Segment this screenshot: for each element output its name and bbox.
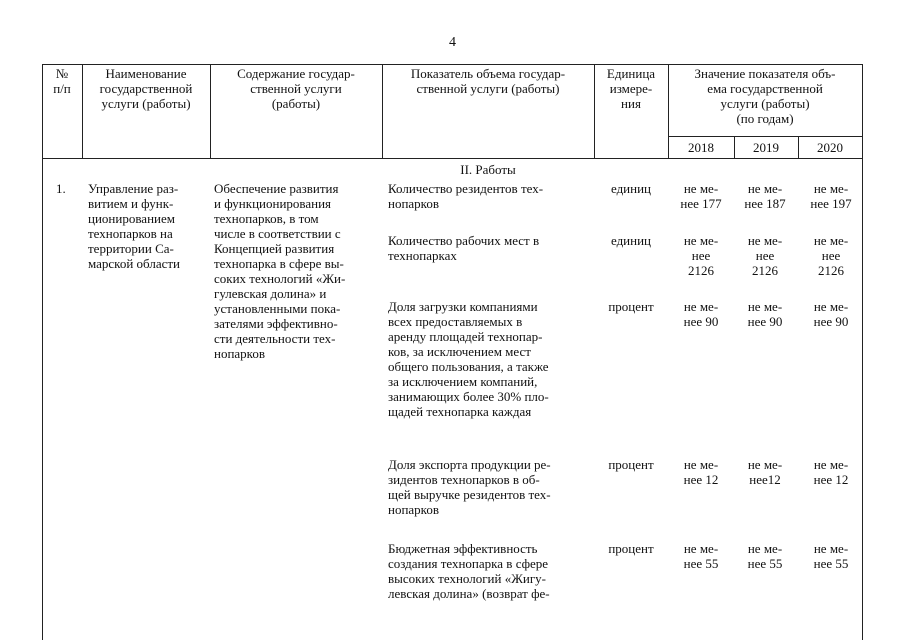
- indicator-unit: единиц: [610, 233, 652, 248]
- rule-col-3: [382, 64, 383, 159]
- header-col-unit: Единица измере- ния: [606, 66, 656, 111]
- indicator-unit: процент: [608, 541, 654, 556]
- header-col-content: Содержание государ- ственной услуги (работы): [237, 66, 355, 111]
- indicator-unit: единиц: [610, 181, 652, 196]
- rule-col-4: [594, 64, 595, 159]
- value-2020: не ме- нее 12: [813, 457, 849, 487]
- value-2019: не ме- нее 187: [744, 181, 786, 211]
- header-col-values: Значение показателя объ- ема государственной услуги (работы) (по годам): [694, 66, 836, 126]
- indicator-unit: процент: [608, 457, 654, 472]
- indicator-text: Бюджетная эффективность создания технопарка в сфере высоких технологий «Жигу- левская долина» (возврат фе-: [388, 541, 550, 601]
- indicator-text: Количество резидентов тех- нопарков: [388, 181, 544, 211]
- header-year-2018: 2018: [688, 140, 714, 155]
- value-2019: не ме- нее 2126: [747, 233, 783, 278]
- indicator-text: Доля загрузки компаниями всех предоставляемых в аренду площадей технопар- ков, за исключением мест общего пользования, а также за исключением компаний, занимающих более 30% пло- щадей технопарка каждая: [388, 299, 549, 419]
- value-2018: не ме- нее 90: [683, 299, 719, 329]
- page-number: 4: [449, 35, 456, 50]
- value-2019: не ме- нее12: [747, 457, 783, 487]
- rule-header-bottom: [42, 158, 863, 159]
- row-service-name: Управление раз- витием и функ- ционированием технопарков на территории Са- марской области: [88, 181, 180, 271]
- section-title: II. Работы: [460, 162, 516, 177]
- value-2020: не ме- нее 197: [810, 181, 852, 211]
- value-2018: не ме- нее 177: [680, 181, 722, 211]
- rule-col-1: [82, 64, 83, 159]
- rule-values-divider: [668, 136, 863, 137]
- value-2020: не ме- нее 2126: [813, 233, 849, 278]
- value-2020: не ме- нее 90: [813, 299, 849, 329]
- header-year-2019: 2019: [753, 140, 779, 155]
- rule-top: [42, 64, 863, 65]
- value-2018: не ме- нее 55: [683, 541, 719, 571]
- header-year-2020: 2020: [817, 140, 843, 155]
- rule-right: [862, 64, 863, 640]
- indicator-text: Количество рабочих мест в технопарках: [388, 233, 540, 263]
- value-2018: не ме- нее 2126: [683, 233, 719, 278]
- header-col-num: № п/п: [53, 66, 71, 96]
- header-col-name: Наименование государственной услуги (работы): [99, 66, 193, 111]
- rule-left: [42, 64, 43, 640]
- value-2018: не ме- нее 12: [683, 457, 719, 487]
- header-col-indicator: Показатель объема государ- ственной услуги (работы): [410, 66, 566, 96]
- value-2020: не ме- нее 55: [813, 541, 849, 571]
- row-number: 1.: [56, 181, 66, 196]
- value-2019: не ме- нее 55: [747, 541, 783, 571]
- indicator-unit: процент: [608, 299, 654, 314]
- indicator-text: Доля экспорта продукции ре- зидентов технопарков в об- щей выручке резидентов тех- нопарков: [388, 457, 551, 517]
- rule-col-2: [210, 64, 211, 159]
- value-2019: не ме- нее 90: [747, 299, 783, 329]
- row-service-content: Обеспечение развития и функционирования технопарков, в том числе в соответствии с Концепцией развития технопарка в сфере вы- соких технологий «Жи- гулевская долина» и установленными пока- зателями эффективно- сти деятельности тех- нопарков: [214, 181, 346, 361]
